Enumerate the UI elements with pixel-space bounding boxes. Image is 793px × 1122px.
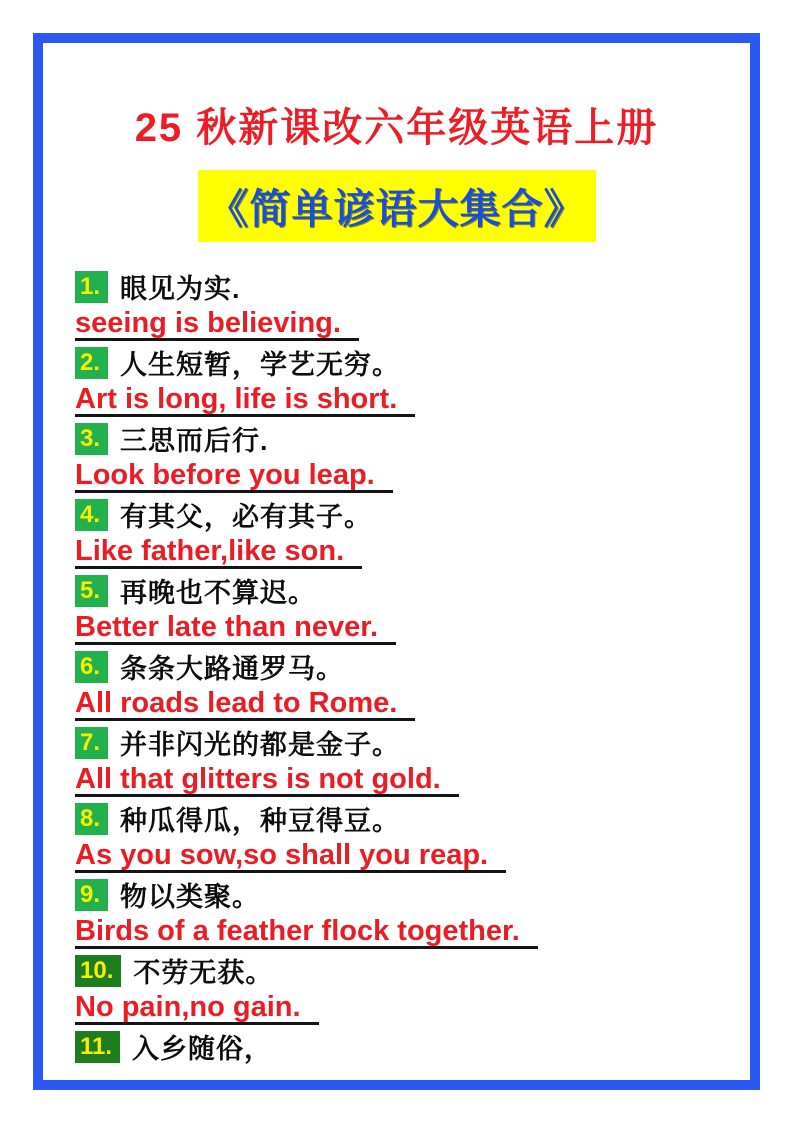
- proverb-english-text: seeing is believing.: [75, 308, 359, 341]
- item-number-badge: 3.: [75, 423, 108, 455]
- item-number-badge: 2.: [75, 347, 108, 379]
- proverb-chinese-text: 入乡随俗，: [132, 1034, 273, 1064]
- proverb-english-text: Birds of a feather flock together.: [75, 916, 538, 949]
- proverb-chinese-line: [75, 954, 710, 987]
- page-title: 25 秋新课改六年级英语上册: [134, 106, 659, 150]
- proverb-item: [75, 878, 710, 949]
- item-number-badge: 4.: [75, 499, 108, 531]
- item-number-badge: 10.: [75, 955, 121, 987]
- proverb-chinese-text: 不劳无获。: [133, 958, 274, 988]
- proverb-english-text: Better late than never.: [75, 612, 396, 645]
- item-number-badge: 8.: [75, 803, 108, 835]
- item-number-badge: 7.: [75, 727, 108, 759]
- proverb-chinese-line: [75, 346, 710, 379]
- proverb-english-text: Like father,like son.: [75, 536, 362, 569]
- proverb-chinese-line: [75, 878, 710, 911]
- item-number-badge: 5.: [75, 575, 108, 607]
- proverb-item: [75, 574, 710, 645]
- item-number-badge: 9.: [75, 879, 108, 911]
- proverb-chinese-line: [75, 574, 710, 607]
- proverb-english-text: Art is long, life is short.: [75, 384, 415, 417]
- proverb-chinese-text: 再晚也不算迟。: [120, 578, 317, 608]
- proverb-item: [75, 954, 710, 1025]
- proverb-chinese-line: [75, 726, 710, 759]
- page-subtitle: 《简单谚语大集合》: [198, 170, 596, 242]
- proverb-list: [75, 270, 710, 1063]
- proverb-english-text: Look before you leap.: [75, 460, 393, 493]
- page-border: [33, 33, 760, 1090]
- proverb-chinese-line: [75, 650, 710, 683]
- proverb-chinese-text: 人生短暂，学艺无穷。: [120, 350, 401, 380]
- proverb-english-line: [75, 688, 710, 721]
- proverb-item: [75, 650, 710, 721]
- proverb-english-line: [75, 536, 710, 569]
- proverb-chinese-text: 物以类聚。: [120, 882, 261, 912]
- proverb-item: [75, 498, 710, 569]
- proverb-english-text: All that glitters is not gold.: [75, 764, 459, 797]
- proverb-chinese-line: [75, 270, 710, 303]
- proverb-chinese-line: [75, 422, 710, 455]
- proverb-chinese-text: 并非闪光的都是金子。: [120, 730, 401, 760]
- proverb-chinese-text: 条条大路通罗马。: [120, 654, 345, 684]
- proverb-chinese-text: 三思而后行.: [120, 426, 269, 456]
- proverb-english-line: [75, 384, 710, 417]
- proverb-chinese-line: [75, 1030, 710, 1063]
- proverb-english-line: [75, 840, 710, 873]
- proverb-chinese-line: [75, 498, 710, 531]
- proverb-chinese-text: 有其父，必有其子。: [120, 502, 373, 532]
- proverb-item: [75, 422, 710, 493]
- proverb-english-text: All roads lead to Rome.: [75, 688, 415, 721]
- proverb-english-text: No pain,no gain.: [75, 992, 319, 1025]
- proverb-english-line: [75, 612, 710, 645]
- proverb-chinese-line: [75, 802, 710, 835]
- proverb-english-line: [75, 308, 710, 341]
- item-number-badge: 11.: [75, 1031, 120, 1063]
- proverb-english-line: [75, 764, 710, 797]
- proverb-english-line: [75, 992, 710, 1025]
- proverb-item: [75, 726, 710, 797]
- proverb-item: [75, 802, 710, 873]
- item-number-badge: 6.: [75, 651, 108, 683]
- proverb-item: [75, 270, 710, 341]
- proverb-chinese-text: 眼见为实.: [120, 274, 241, 304]
- proverb-english-line: [75, 916, 710, 949]
- proverb-item: [75, 1030, 710, 1063]
- proverb-english-text: As you sow,so shall you reap.: [75, 840, 506, 873]
- proverb-chinese-text: 种瓜得瓜，种豆得豆。: [120, 806, 401, 836]
- item-number-badge: 1.: [75, 271, 108, 303]
- subtitle-row: [43, 170, 750, 242]
- proverb-item: [75, 346, 710, 417]
- proverb-english-line: [75, 460, 710, 493]
